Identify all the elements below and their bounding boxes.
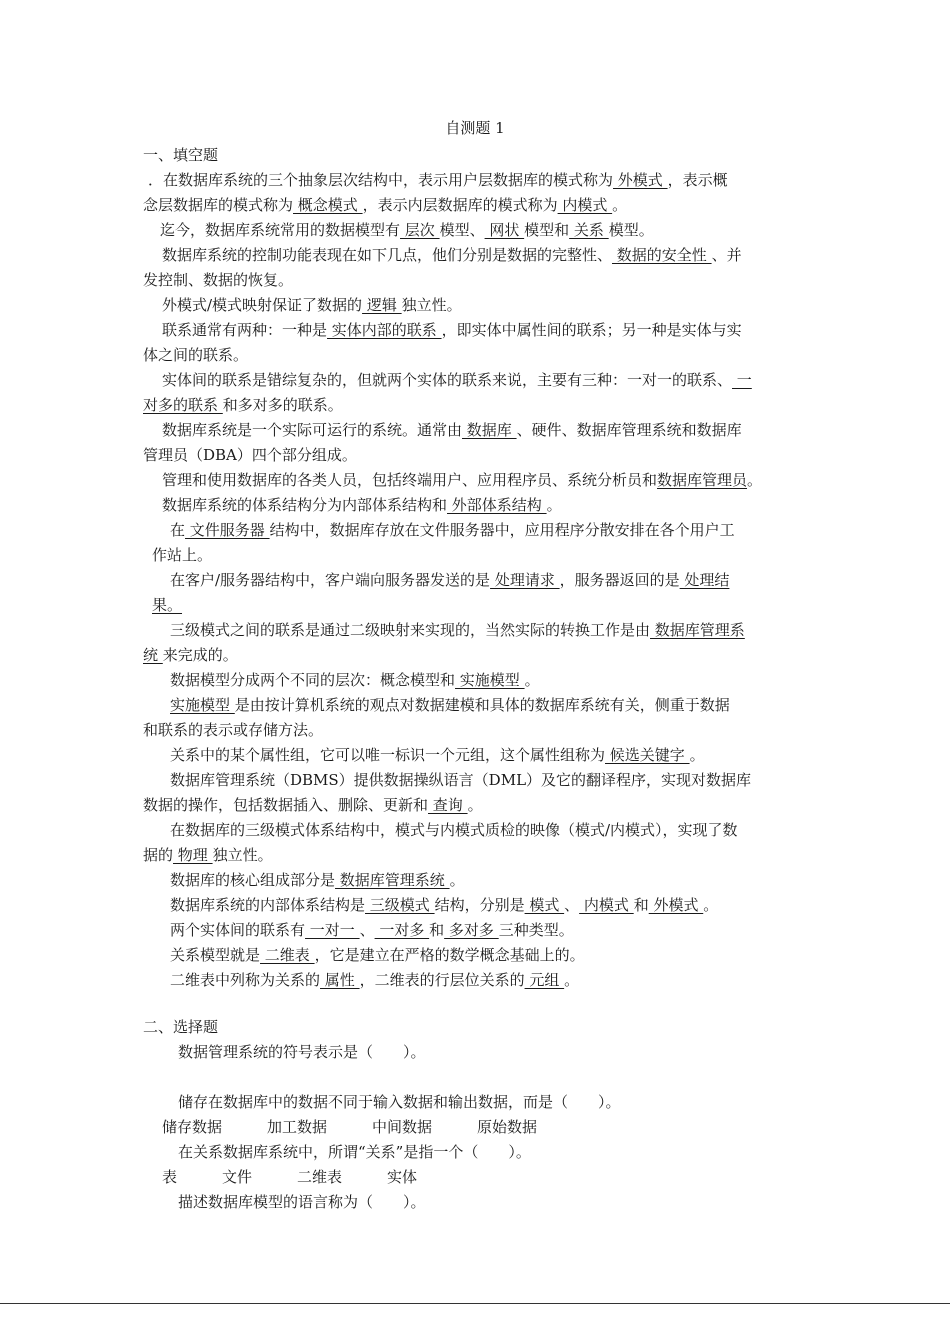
choice-line	[178, 1142, 531, 1162]
answer-blank: 多对多	[444, 921, 499, 939]
question-text: 和联系的表示或存储方法。	[143, 721, 324, 739]
answer-blank: 一对一	[305, 921, 360, 939]
question-text: 关系中的某个属性组，它可以唯一标识一个元组，这个属性组称为	[170, 746, 606, 764]
answer-blank: 外部体系结构	[447, 496, 547, 514]
fill-in-line	[170, 770, 751, 790]
question-text: 、	[564, 896, 580, 914]
question-text: 。	[449, 871, 465, 889]
question-text: 。	[612, 196, 628, 214]
question-text: 来完成的。	[162, 646, 238, 664]
question-text: 在数据库的三级模式体系结构中，模式与内模式质检的映像（模式/内模式），实现了数	[170, 821, 738, 839]
answer-blank: 数据库	[462, 421, 517, 439]
fill-in-line	[152, 545, 212, 565]
question-text: 。	[467, 796, 483, 814]
question-text: 管理和使用数据库的各类人员，包括终端用户、应用程序员、系统分析员和	[162, 471, 658, 489]
page-bottom-rule	[0, 1303, 950, 1304]
answer-blank: 数据库管理员	[657, 471, 748, 489]
question-text: ，即实体中属性间的联系；另一种是实体与实	[441, 321, 742, 339]
question-text: 数据管理系统的符号表示是（ ）。	[178, 1043, 426, 1061]
question-text: 在客户/服务器结构中，客户端向服务器发送的是	[170, 571, 491, 589]
question-text: ，表示概	[667, 171, 728, 189]
question-text: 体之间的联系。	[143, 346, 249, 364]
question-text: ，二维表的行层位关系的	[359, 971, 525, 989]
question-text: 二维表中列称为关系的	[170, 971, 321, 989]
fill-in-line	[162, 420, 742, 440]
choice-line	[162, 1167, 417, 1187]
answer-blank: 外模式	[613, 171, 668, 189]
question-text: 发控制、数据的恢复。	[143, 271, 294, 289]
fill-in-line	[143, 345, 248, 365]
question-text: 、硬件、数据库管理系统和数据库	[516, 421, 742, 439]
answer-blank: 物理	[173, 846, 213, 864]
answer-blank: 逻辑	[362, 296, 402, 314]
question-text: 和多对多的联系。	[222, 396, 343, 414]
fill-in-line	[152, 595, 182, 615]
choice-line	[178, 1192, 426, 1212]
fill-in-line	[162, 245, 742, 265]
page-title: 自测题 1	[445, 119, 505, 137]
question-text: 管理员（DBA）四个部分组成。	[143, 446, 357, 464]
question-text: 数据库管理系统（DBMS）提供数据操纵语言（DML）及它的翻译程序，实现对数据库	[170, 771, 752, 789]
question-text: 独立性。	[401, 296, 462, 314]
fill-in-line	[162, 295, 462, 315]
question-text: 、并	[711, 246, 742, 264]
question-text: 。	[524, 671, 540, 689]
fill-in-line	[170, 945, 585, 965]
answer-blank: 网状	[484, 221, 525, 239]
fill-in-line	[170, 920, 574, 940]
answer-blank: 文件服务器	[185, 521, 270, 539]
question-text: 模型、	[439, 221, 485, 239]
answer-blank: 数据的安全性	[612, 246, 712, 264]
question-text: 和	[633, 896, 649, 914]
question-text: 独立性。	[212, 846, 273, 864]
choice-line	[178, 1042, 426, 1062]
question-text: ．在数据库系统的三个抽象层次结构中，表示用户层数据库的模式称为	[148, 171, 614, 189]
fill-in-line	[170, 745, 705, 765]
question-text: 在关系数据库系统中，所谓“关系”是指一个（ ）。	[178, 1143, 531, 1161]
answer-blank: 统	[143, 646, 163, 664]
fill-in-line	[170, 695, 730, 715]
answer-blank: 内模式	[557, 196, 613, 214]
question-text: 数据库的核心组成部分是	[170, 871, 336, 889]
choice-line	[162, 1117, 537, 1137]
question-text: 数据库系统的体系结构分为内部体系结构和	[162, 496, 448, 514]
question-text: 描述数据库模型的语言称为（ ）。	[178, 1193, 426, 1211]
question-text: 结构中，数据库存放在文件服务器中，应用程序分散安排在各个用户工	[269, 521, 735, 539]
answer-blank: 果。	[152, 596, 183, 614]
choice-line	[178, 1092, 621, 1112]
fill-in-line	[148, 170, 728, 190]
question-text: 数据的操作，包括数据插入、删除、更新和	[143, 796, 429, 814]
question-text: 储存在数据库中的数据不同于输入数据和输出数据，而是（ ）。	[178, 1093, 621, 1111]
question-text: 数据库系统的控制功能表现在如下几点，他们分别是数据的完整性、	[162, 246, 613, 264]
fill-in-line	[170, 670, 540, 690]
question-text: 作站上。	[152, 546, 213, 564]
answer-blank: 数据库管理系	[650, 621, 745, 639]
question-text: ，服务器返回的是	[559, 571, 680, 589]
question-text: 迄今，数据库系统常用的数据模型有	[160, 221, 401, 239]
fill-in-line	[170, 620, 745, 640]
fill-in-line	[170, 895, 718, 915]
question-text: 。	[546, 496, 562, 514]
question-text: 关系模型就是	[170, 946, 261, 964]
answer-blank: 二维表	[260, 946, 315, 964]
answer-blank: 对多的联系	[143, 396, 223, 414]
question-text: 和	[429, 921, 445, 939]
fill-in-line	[170, 570, 729, 590]
fill-in-line	[170, 870, 465, 890]
question-text: 、	[359, 921, 375, 939]
question-text: 。	[747, 471, 763, 489]
answer-blank: 实施模型	[170, 696, 235, 714]
question-text: 。	[564, 971, 580, 989]
fill-in-line	[170, 520, 735, 540]
answer-blank: 属性	[320, 971, 360, 989]
answer-blank: 一	[732, 371, 752, 389]
question-text: 是由按计算机系统的观点对数据建模和具体的数据库系统有关，侧重于数据	[234, 696, 730, 714]
answer-blank: 关系	[569, 221, 609, 239]
fill-in-line	[160, 220, 654, 240]
fill-in-line	[143, 845, 273, 865]
question-text: 模型。	[608, 221, 654, 239]
fill-in-line	[162, 370, 752, 390]
question-text: 联系通常有两种：一种是	[162, 321, 328, 339]
question-text: 外模式/模式映射保证了数据的	[162, 296, 363, 314]
question-text: 三级模式之间的联系是通过二级映射来实现的，当然实际的转换工作是由	[170, 621, 651, 639]
question-text: 实体间的联系是错综复杂的，但就两个实体的联系来说，主要有三种：一对一的联系、	[162, 371, 733, 389]
answer-blank: 层次	[400, 221, 440, 239]
fill-in-line	[143, 270, 293, 290]
question-text: 数据库系统的内部体系结构是	[170, 896, 366, 914]
question-text: 据的	[143, 846, 174, 864]
fill-in-line	[170, 970, 579, 990]
question-text: 。	[689, 746, 705, 764]
answer-blank: 一对多	[374, 921, 430, 939]
section-heading-fill-in: 一、填空题	[143, 146, 219, 164]
fill-in-line	[162, 320, 742, 340]
fill-in-line	[143, 645, 238, 665]
answer-blank: 查询	[428, 796, 468, 814]
question-text: 三种类型。	[498, 921, 574, 939]
answer-blank: 处理请求	[490, 571, 560, 589]
question-text: 模型和	[524, 221, 570, 239]
question-text: 结构，分别是	[434, 896, 525, 914]
section-heading-choice: 二、选择题	[143, 1018, 219, 1036]
answer-blank: 处理结	[679, 571, 730, 589]
answer-blank: 数据库管理系统	[335, 871, 450, 889]
question-text: 数据模型分成两个不同的层次：概念模型和	[170, 671, 456, 689]
fill-in-line	[143, 720, 323, 740]
question-text: ，表示内层数据库的模式称为	[362, 196, 558, 214]
question-text: 念层数据库的模式称为	[143, 196, 294, 214]
fill-in-line	[143, 795, 483, 815]
fill-in-line	[170, 820, 738, 840]
question-text: 储存数据 加工数据 中间数据 原始数据	[162, 1118, 538, 1136]
question-text: 在	[170, 521, 186, 539]
answer-blank: 元组	[524, 971, 565, 989]
answer-blank: 三级模式	[365, 896, 435, 914]
answer-blank: 模式	[524, 896, 565, 914]
question-text: 表 文件 二维表 实体	[162, 1168, 418, 1186]
answer-blank: 外模式	[648, 896, 704, 914]
answer-blank: 实施模型	[455, 671, 525, 689]
answer-blank: 概念模式	[293, 196, 363, 214]
question-text: 数据库系统是一个实际可运行的系统。通常由	[162, 421, 463, 439]
question-text: 。	[703, 896, 719, 914]
fill-in-line	[143, 195, 627, 215]
fill-in-line	[162, 495, 562, 515]
answer-blank: 内模式	[579, 896, 634, 914]
answer-blank: 实体内部的联系	[327, 321, 442, 339]
fill-in-line	[143, 445, 357, 465]
fill-in-line	[143, 395, 343, 415]
fill-in-line	[162, 470, 762, 490]
question-text: ，它是建立在严格的数学概念基础上的。	[314, 946, 585, 964]
answer-blank: 候选关键字	[605, 746, 690, 764]
question-text: 两个实体间的联系有	[170, 921, 306, 939]
